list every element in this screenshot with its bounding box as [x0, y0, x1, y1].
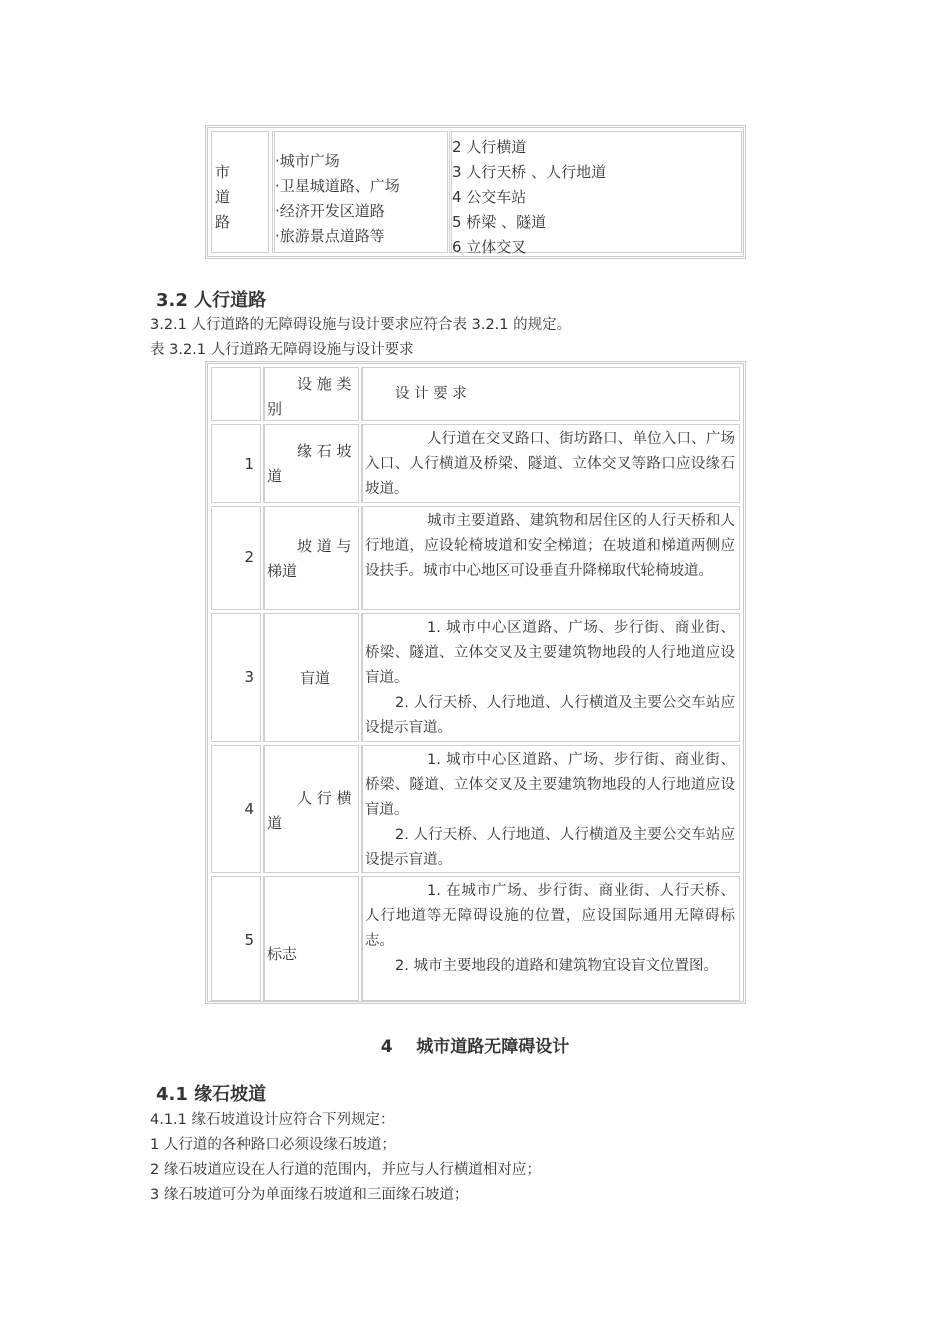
header-req: 设 计 要 求 — [395, 386, 467, 402]
row-kind-line: 道 — [267, 467, 283, 485]
main-table — [205, 361, 746, 1004]
row-number: 2 — [244, 548, 254, 566]
row-kind-line: 道 — [267, 814, 283, 832]
top-table-cell-facilities — [449, 131, 742, 256]
row-kind-line: 缘 石 坡 — [297, 442, 352, 460]
row-number: 1 — [244, 455, 254, 473]
header-req-cell — [361, 367, 740, 421]
top-table-cell-places — [272, 131, 448, 253]
paragraph-line: 3 缘石坡道可分为单面缘石坡道和三面缘石坡道； — [150, 1187, 469, 1203]
place-item: ·经济开发区道路 — [275, 202, 385, 220]
row-requirement: 1. 城市中心区道路、广场、步行街、商业街、桥梁、隧道、立体交叉及主要建筑物地段的人行地道应设盲道。 — [365, 620, 735, 686]
row-requirement: 城市主要道路、建筑物和居住区的人行天桥和人行地道，应设轮椅坡道和安全梯道；在坡道和梯道两侧应设扶手。城市中心地区可设垂直升降梯取代轮椅坡道。 — [365, 513, 735, 579]
facility-item: 6 立体交叉 — [452, 238, 527, 256]
row-kind-line: 坡 道 与 — [297, 537, 352, 555]
table-row — [211, 876, 740, 1001]
paragraph-3-2-1: 3.2.1 人行道路的无障碍设施与设计要求应符合表 3.2.1 的规定。 — [150, 317, 572, 333]
category-char: 路 — [215, 213, 231, 231]
section-heading-4-1: 4.1 缘石坡道 — [156, 1084, 267, 1105]
paragraph-line: 1 人行道的各种路口必须设缘石坡道； — [150, 1137, 396, 1153]
row-kind-line: 盲道 — [300, 669, 331, 687]
row-number: 3 — [244, 668, 254, 686]
chapter-heading: 4 城市道路无障碍设计 — [380, 1037, 570, 1057]
top-table — [205, 125, 746, 259]
table-row — [211, 424, 740, 503]
row-requirement: 人行道在交叉路口、街坊路口、单位入口、广场入口、人行横道及桥梁、隧道、立体交叉等路口应设缘石坡道。 — [365, 431, 735, 497]
row-requirement: 1. 城市中心区道路、广场、步行街、商业街、桥梁、隧道、立体交叉及主要建筑物地段的人行地道应设盲道。 — [365, 752, 735, 818]
place-item: ·旅游景点道路等 — [275, 227, 385, 245]
row-kind-line: 标志 — [267, 945, 298, 963]
row-number: 5 — [244, 931, 254, 949]
table-row — [211, 745, 740, 873]
paragraph-line: 4.1.1 缘石坡道设计应符合下列规定： — [150, 1112, 395, 1128]
facility-item: 2 人行横道 — [452, 138, 527, 156]
table-row — [211, 613, 740, 742]
row-kind-line: 梯道 — [267, 562, 298, 580]
category-char: 市 — [215, 163, 231, 181]
facility-item: 3 人行天桥 、人行地道 — [452, 163, 607, 181]
row-requirement: 1. 在城市广场、步行街、商业街、人行天桥、人行地道等无障碍设施的位置，应设国际通用无障碍标志。 — [365, 883, 735, 949]
paragraph-line: 2 缘石坡道应设在人行道的范围内，并应与人行横道相对应； — [150, 1162, 541, 1178]
table-caption: 表 3.2.1 人行道路无障碍设施与设计要求 — [150, 342, 414, 358]
header-kind-line: 设 施 类 — [297, 375, 352, 393]
row-requirement: 2. 人行天桥、人行地道、人行横道及主要公交车站应设提示盲道。 — [365, 695, 735, 736]
row-requirement: 2. 城市主要地段的道路和建筑物宜设盲文位置图。 — [395, 958, 718, 974]
category-char: 道 — [215, 188, 231, 206]
top-table-cell-category — [211, 131, 269, 253]
header-num-cell — [211, 367, 261, 421]
place-item: ·卫星城道路、广场 — [275, 177, 400, 195]
row-number: 4 — [244, 800, 254, 818]
facility-item: 4 公交车站 — [452, 188, 527, 206]
header-kind-line: 别 — [267, 400, 283, 418]
table-row — [211, 506, 740, 610]
place-item: ·城市广场 — [275, 152, 340, 170]
facility-item: 5 桥梁 、隧道 — [452, 213, 547, 231]
table-header-row — [211, 367, 740, 421]
row-requirement: 2. 人行天桥、人行地道、人行横道及主要公交车站应设提示盲道。 — [365, 827, 735, 868]
header-kind-cell — [263, 367, 359, 421]
row-kind-line: 人 行 横 — [297, 789, 352, 807]
section-heading-3-2: 3.2 人行道路 — [156, 290, 267, 311]
